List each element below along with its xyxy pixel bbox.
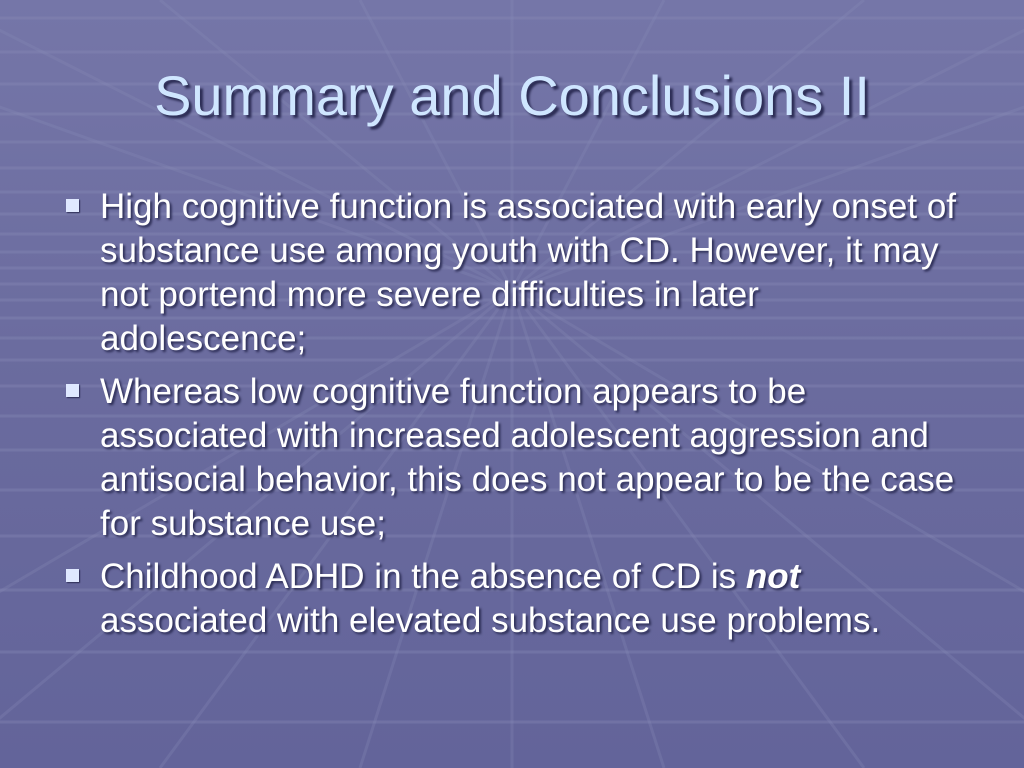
bullet-text: Whereas low cognitive function appears to be associated with increased adolescent aggression and antisocial behavior, this does not appear to be the case for substance use; [100, 372, 955, 543]
bullet-item [62, 555, 972, 643]
bullet-text-before: Childhood ADHD in the absence of CD is [100, 557, 746, 596]
square-bullet-icon [66, 384, 79, 397]
bullet-emphasis: not [745, 557, 801, 596]
slide-title: Summary and Conclusions II [154, 64, 870, 127]
square-bullet-icon [66, 199, 79, 212]
bullet-text-after: associated with elevated substance use problems. [100, 601, 881, 640]
bullet-item [62, 370, 972, 546]
bullet-text: High cognitive function is associated with early onset of substance use among youth with CD. However, it may not portend more severe difficulties in later adolescence; [100, 187, 957, 358]
bullet-list [62, 185, 972, 652]
bullet-item [62, 185, 972, 361]
square-bullet-icon [66, 569, 79, 582]
